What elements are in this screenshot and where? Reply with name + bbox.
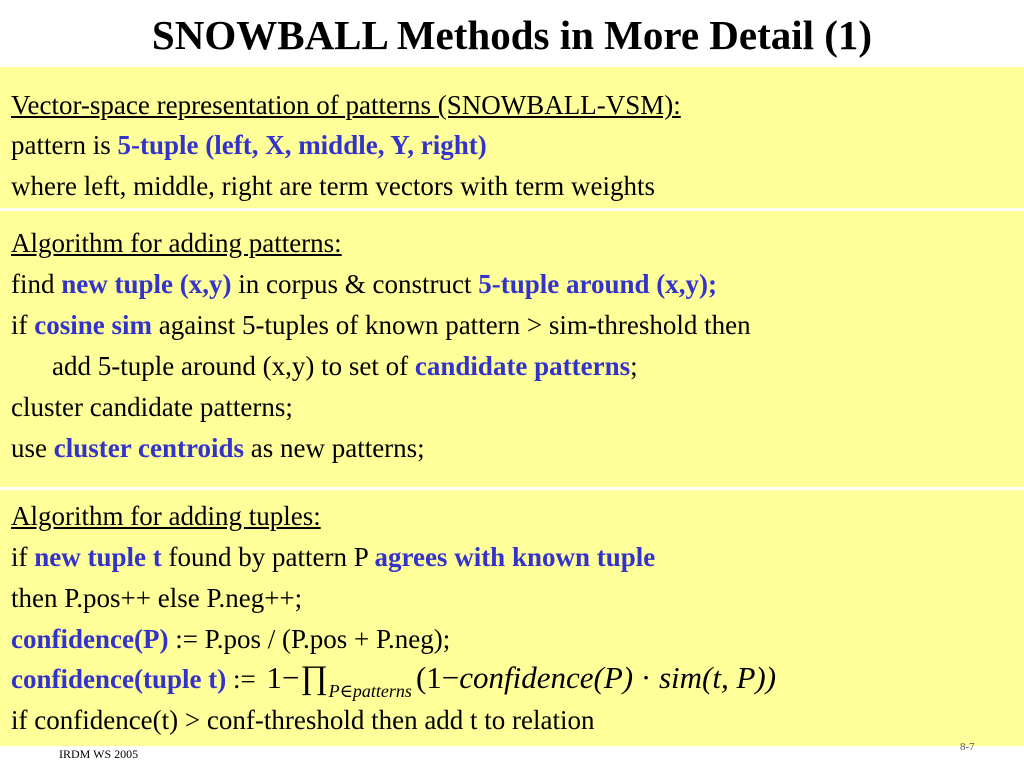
footer-slide-number: 8-7: [960, 741, 975, 753]
formula-subscript: P∈patterns: [328, 681, 412, 701]
vsm-pattern-prefix: pattern is: [11, 130, 118, 160]
patterns-candidate-patterns: candidate patterns: [414, 351, 631, 381]
tuples-found-by: found by pattern P: [161, 542, 375, 572]
vsm-heading: Vector-space representation of patterns (SNOWBALL-VSM):: [11, 90, 681, 120]
patterns-find-prefix: find: [11, 269, 62, 299]
formula-dot: ·: [633, 660, 659, 695]
add-patterns-panel: [0, 211, 1024, 487]
slide-title: SNOWBALL Methods in More Detail (1): [151, 12, 873, 58]
formula-one-minus: 1−: [266, 660, 300, 695]
tuples-heading: Algorithm for adding tuples:: [11, 501, 321, 531]
tuples-if-prefix: if: [11, 542, 35, 572]
vsm-panel: [0, 67, 1024, 208]
formula-product-symbol: ∏: [300, 660, 328, 696]
formula-confidence: confidence: [459, 660, 594, 695]
tuples-confidence-tuple-t: confidence(tuple t): [11, 664, 227, 694]
formula-open-paren: (1−: [415, 660, 460, 695]
patterns-heading: Algorithm for adding patterns:: [11, 228, 342, 258]
patterns-centroids-line: [11, 431, 425, 465]
footer-course-label: IRDM WS 2005: [59, 747, 139, 761]
vsm-term-vectors-line: where left, middle, right are term vectors with term weights: [11, 171, 656, 201]
formula-sim: sim: [658, 660, 703, 695]
tuples-confidence-p-line: [11, 622, 450, 656]
patterns-use-suffix: as new patterns;: [243, 433, 425, 463]
tuples-confidence-t-line: [11, 661, 776, 699]
patterns-add-candidate-line: [52, 349, 638, 383]
vsm-pattern-tuple: 5-tuple (left, X, middle, Y, right): [117, 130, 487, 160]
tuples-agrees-line: [11, 540, 655, 574]
patterns-new-tuple: new tuple (x,y): [61, 269, 232, 299]
patterns-add-suffix: ;: [630, 351, 638, 381]
tuples-confidence-p-formula: := P.pos / (P.pos + P.neg);: [168, 624, 451, 654]
patterns-use-prefix: use: [11, 433, 54, 463]
patterns-cosine-sim: cosine sim: [34, 310, 152, 340]
formula-arg-p: (P): [593, 660, 634, 695]
patterns-find-line: [11, 267, 717, 301]
patterns-if-prefix: if: [11, 310, 35, 340]
add-tuples-panel: [0, 490, 1024, 746]
tuples-pos-neg-line: then P.pos++ else P.neg++;: [11, 583, 303, 613]
patterns-cluster-centroids: cluster centroids: [53, 433, 244, 463]
tuples-new-tuple-t: new tuple t: [34, 542, 162, 572]
patterns-threshold-text: against 5-tuples of known pattern > sim-threshold then: [152, 310, 751, 340]
tuples-threshold-line: if confidence(t) > conf-threshold then add t to relation: [11, 705, 595, 735]
patterns-cluster-line: cluster candidate patterns;: [11, 392, 293, 422]
patterns-5-tuple-around: 5-tuple around (x,y);: [478, 269, 717, 299]
formula-sim-args: (t, P)): [702, 660, 777, 695]
tuples-agrees-known: agrees with known tuple: [374, 542, 656, 572]
confidence-formula: [266, 661, 776, 699]
patterns-cosine-line: [11, 308, 751, 342]
tuples-assign-op: :=: [226, 664, 256, 694]
patterns-find-middle: in corpus & construct: [231, 269, 479, 299]
vsm-pattern-line: [11, 128, 487, 162]
patterns-add-prefix: add 5-tuple around (x,y) to set of: [52, 351, 415, 381]
tuples-confidence-p: confidence(P): [11, 624, 169, 654]
